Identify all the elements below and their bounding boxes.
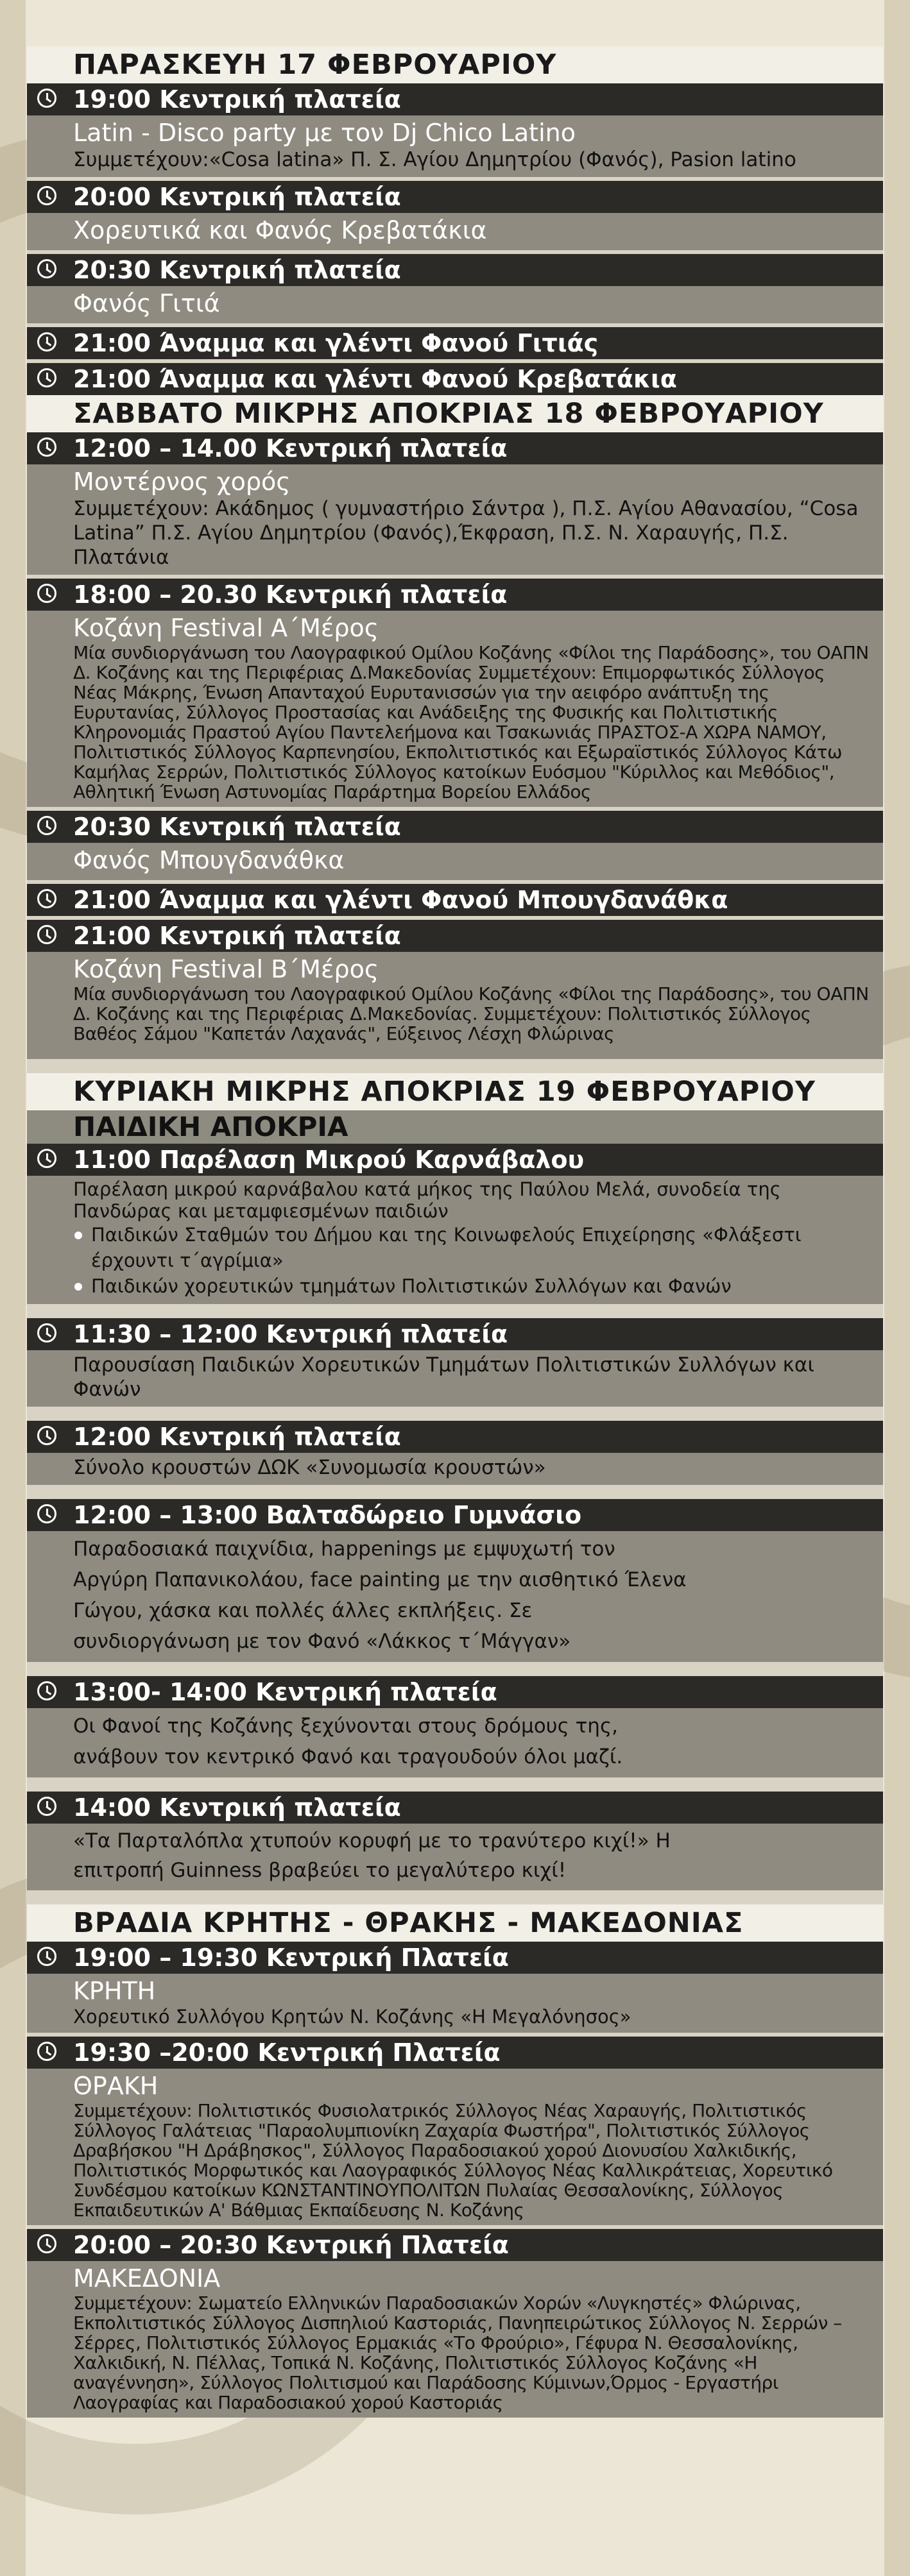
event-time: 18:00 – 20.30 Κεντρική πλατεία [27, 579, 883, 611]
event-text: Χορευτικό Συλλόγου Κρητών Ν. Κοζάνης «Η Μεγαλόνησος» [73, 2006, 631, 2028]
event-details [27, 464, 883, 575]
event-time: 11:00 Παρέλαση Μικρού Καρνάβαλου [27, 1144, 883, 1176]
clock-icon [37, 332, 56, 352]
day-header-saturday: ΣΑΒΒΑΤΟ ΜΙΚΡΗΣ ΑΠΟΚΡΙΑΣ 18 ΦΕΒΡΟΥΑΡΙΟΥ [27, 395, 883, 432]
day-header-sunday: ΚΥΡΙΑΚΗ ΜΙΚΡΗΣ ΑΠΟΚΡΙΑΣ 19 ΦΕΒΡΟΥΑΡΙΟΥ [27, 1073, 883, 1110]
clock-icon [37, 925, 56, 944]
event-text: «Τα Παρταλόπλα χτυπούν κορυφή με το τρανύτερο κιχί!» Η επιτροπή Guinness βραβεύει το μεγαλύτερο κιχί! [73, 1829, 671, 1882]
event-text: Παρέλαση μικρού καρνάβαλου κατά μήκος της Παύλου Μελά, συνοδεία της Πανδώρας και μεταμφιεσμένων παιδιών [73, 1178, 781, 1222]
event-title: Κοζάνη Festival Α΄Μέρος [73, 614, 379, 642]
event-time: 21:00 Άναμμα και γλέντι Φανού Μπουγδανάθκα [27, 884, 883, 916]
event-text: Συμμετέχουν: Ακάδημος ( γυμναστήριο Σάντρα ), Π.Σ. Αγίου Αθανασίου, “Cosa Latina” Π.Σ. Αγίου Δημητρίου (Φανός),Έκφραση, Π.Σ. Ν. Χαραυγής, Π.Σ. Πλατάνια [73, 497, 859, 569]
event-title: Latin - Disco party με τον Dj Chico Latino [73, 119, 576, 147]
event-time: 20:00 Κεντρική πλατεία [27, 181, 883, 213]
clock-icon [37, 1426, 56, 1445]
event-time: 19:00 – 19:30 Κεντρική Πλατεία [27, 1942, 883, 1974]
event-title: Φανός Γιτιά [73, 289, 220, 318]
event-details [27, 1974, 883, 2033]
event-details [27, 952, 883, 1059]
event-time: 11:30 – 12:00 Κεντρική πλατεία [27, 1318, 883, 1350]
event-details [27, 1531, 883, 1662]
day-header-friday: ΠΑΡΑΣΚΕΥΗ 17 ΦΕΒΡΟΥΑΡΙΟΥ [27, 46, 883, 83]
event-time: 13:00- 14:00 Κεντρική πλατεία [27, 1676, 883, 1708]
event-details [27, 611, 883, 807]
event-text: Παρουσίαση Παιδικών Χορευτικών Τμημάτων Πολιτιστικών Συλλόγων και Φανών [73, 1353, 814, 1401]
clock-icon [37, 1323, 56, 1343]
clock-icon [37, 259, 56, 278]
event-text: Συμμετέχουν: Πολιτιστικός Φυσιολατρικός Σύλλογος Νέας Χαραυγής, Πολιτιστικός Σύλλογος Γαλάτειας "Παραολυμπιονίκη Ζαχαρία Φωστήρα", Πολιτιστικός Σύλλογος Δραβήσκου "Η Δράβησκος", Σύλλογος Παραδοσιακού χορού Διονυσίου Χαλκιδικής, Πολιτιστικός Μορφωτικός και Λαογραφικός Σύλλογος Νέας Καλλικράτειας, Χορευτικό Συνδέσμου κατοίκων ΚΩΝΣΤΑΝΤΙΝΟΥΠΟΛΙΤΩΝ Πυλαίας Θεσσαλονίκης, Σύλλογος Εκπαιδευτικών Α' Βάθμιας Εκπαίδευσης Ν. Κοζάνης [73, 2100, 833, 2221]
event-text: Οι Φανοί της Κοζάνης ξεχύνονται στους δρόμους της, ανάβουν τον κεντρικό Φανό και τραγουδούν όλοι μαζί. [73, 1715, 623, 1768]
clock-icon [37, 1797, 56, 1816]
event-details [27, 115, 883, 177]
event-details [27, 1176, 883, 1304]
event-title: ΘΡΑΚΗ [73, 2072, 159, 2100]
clock-icon [37, 1947, 56, 1966]
event-time: 21:00 Άναμμα και γλέντι Φανού Γιτιάς [27, 327, 883, 359]
event-details [27, 2261, 883, 2418]
event-time: 20:00 – 20:30 Κεντρική Πλατεία [27, 2229, 883, 2261]
event-time: 12:00 Κεντρική πλατεία [27, 1421, 883, 1453]
event-title: Χορευτικά και Φανός Κρεβατάκια [73, 216, 487, 244]
clock-icon [37, 2042, 56, 2061]
event-details [27, 1453, 883, 1485]
clock-icon [37, 584, 56, 603]
section-subheader: ΠΑΙΔΙΚΗ ΑΠΟΚΡΙΑ [27, 1110, 883, 1144]
program-page [27, 46, 883, 2418]
event-title: ΚΡΗΤΗ [73, 1977, 156, 2005]
clock-icon [37, 816, 56, 835]
event-details [27, 1708, 883, 1777]
right-border [884, 0, 910, 2576]
event-time: 19:30 –20:00 Κεντρική Πλατεία [27, 2037, 883, 2069]
clock-icon [37, 1504, 56, 1523]
event-details [27, 213, 883, 250]
clock-icon [37, 2234, 56, 2253]
event-text: Συμμετέχουν: Σωματείο Ελληνικών Παραδοσιακών Χορών «Λυγκηστές» Φλώρινας, Εκπολιτιστικός Σύλλογος Δισπηλιού Καστοριάς, Πανηπειρώτικος Σύλλογος Ν. Σερρών – Σέρρες, Πολιτιστικός Σύλλογος Ερμακιάς «Το Φρούριο», Γέφυρα Ν. Θεσσαλονίκης, Χαλκιδική, Ν. Πέλλας, Τοπικά Ν. Κοζάνης, Πολιτιστικός Σύλλογος Κοζάνης «Η αναγέννηση», Σύλλογος Πολιτισμού και Παράδοσης Κύμινων,Όρμος - Εργαστήρι Λαογραφίας και Παραδοσιακού χορού Καστοριάς [73, 2292, 842, 2413]
event-details [27, 286, 883, 323]
event-title: Μοντέρνος χορός [73, 468, 291, 496]
event-text: Σύνολο κρουστών ΔΩΚ «Συνομωσία κρουστών» [73, 1456, 546, 1479]
event-title: ΜΑΚΕΔΟΝΙΑ [73, 2264, 221, 2292]
event-details [27, 1350, 883, 1407]
event-time: 14:00 Κεντρική πλατεία [27, 1792, 883, 1824]
event-title: Φανός Μπουγδανάθκα [73, 846, 345, 874]
event-title: Κοζάνη Festival Β΄Μέρος [73, 955, 379, 983]
clock-icon [37, 1681, 56, 1700]
list-item: Παιδικών Σταθμών του Δήμου και της Κοινωφελούς Επιχείρησης «Φλάξεστι έρχουντι τ΄αγρίμια» [73, 1222, 870, 1273]
list-item: Παιδικών χορευτικών τμημάτων Πολιτιστικών Συλλόγων και Φανών [73, 1273, 870, 1299]
event-time: 12:00 – 14.00 Κεντρική πλατεία [27, 432, 883, 464]
left-border [0, 0, 26, 2576]
clock-icon [37, 889, 56, 908]
event-time: 19:00 Κεντρική πλατεία [27, 83, 883, 115]
clock-icon [37, 368, 56, 387]
event-text: Παραδοσιακά παιχνίδια, happenings με εμψυχωτή τον Αργύρη Παπανικολάου, face painting με την αισθητικό Έλενα Γώγου, χάσκα και πολλές άλλες εκπλήξεις. Σε συνδιοργάνωση με τον Φανό «Λάκκος τ΄Μάγγαν» [73, 1538, 687, 1653]
clock-icon [37, 1149, 56, 1168]
event-time: 21:00 Κεντρική πλατεία [27, 920, 883, 952]
clock-icon [37, 89, 56, 108]
event-time: 21:00 Άναμμα και γλέντι Φανού Κρεβατάκια [27, 363, 883, 395]
event-details [27, 843, 883, 880]
event-text: Συμμετέχουν:«Cosa latina» Π. Σ. Αγίου Δημητρίου (Φανός), Pasion latino [73, 148, 796, 171]
event-text: Μία συνδιοργάνωση του Λαογραφικού Ομίλου Κοζάνης «Φίλοι της Παράδοσης», του ΟΑΠΝ Δ. Κοζάνης και της Περιφέριας Δ.Μακεδονίας Συμμετέχουν: Επιμορφωτικός Σύλλογος Νέας Μάκρης, Ένωση Απανταχού Ευρυτανισσών για την αειφόρο ανάπτυξη της Ευρυτανίας, Σύλλογος Προστασίας και Ανάδειξης της Φυσικής και Πολιτιστικής Κληρονομιάς Πραστού Αγίου Παντελεήμονα και Τσακωνιάς ΠΡΑΣΤΟΣ-Α ΧΩΡΑ ΝΑΜΟΥ, Πολιτιστικός Σύλλογος Καρπενησίου, Εκπολιτιστικός και Εξωραϊστικός Σύλλογος Κάτω Καμήλας Σερρών, Πολιτιστικός Σύλλογος κατοίκων Ευόσμου "Κύριλλος και Μεθόδιος", Αθλητική Ένωση Αστυνομίας Παράρτημα Βορείου Ελλάδος [73, 642, 869, 802]
event-time: 20:30 Κεντρική πλατεία [27, 254, 883, 286]
event-details [27, 2069, 883, 2225]
event-time: 12:00 – 13:00 Βαλταδώρειο Γυμνάσιο [27, 1499, 883, 1531]
event-text: Μία συνδιοργάνωση του Λαογραφικού Ομίλου Κοζάνης «Φίλοι της Παράδοσης», του ΟΑΠΝ Δ. Κοζάνης και της Περιφέριας Δ.Μακεδονίας. Συμμετέχουν: Πολιτιστικός Σύλλογος Βαθέος Σάμου "Καπετάν Λαχανάς", Εύξεινος Λέσχη Φλώρινας [73, 983, 869, 1044]
day-header-evening: ΒΡΑΔΙΑ ΚΡΗΤΗΣ - ΘΡΑΚΗΣ - ΜΑΚΕΔΟΝΙΑΣ [27, 1904, 883, 1942]
event-time: 20:30 Κεντρική πλατεία [27, 811, 883, 843]
event-details [27, 1824, 883, 1890]
clock-icon [37, 186, 56, 205]
clock-icon [37, 437, 56, 457]
